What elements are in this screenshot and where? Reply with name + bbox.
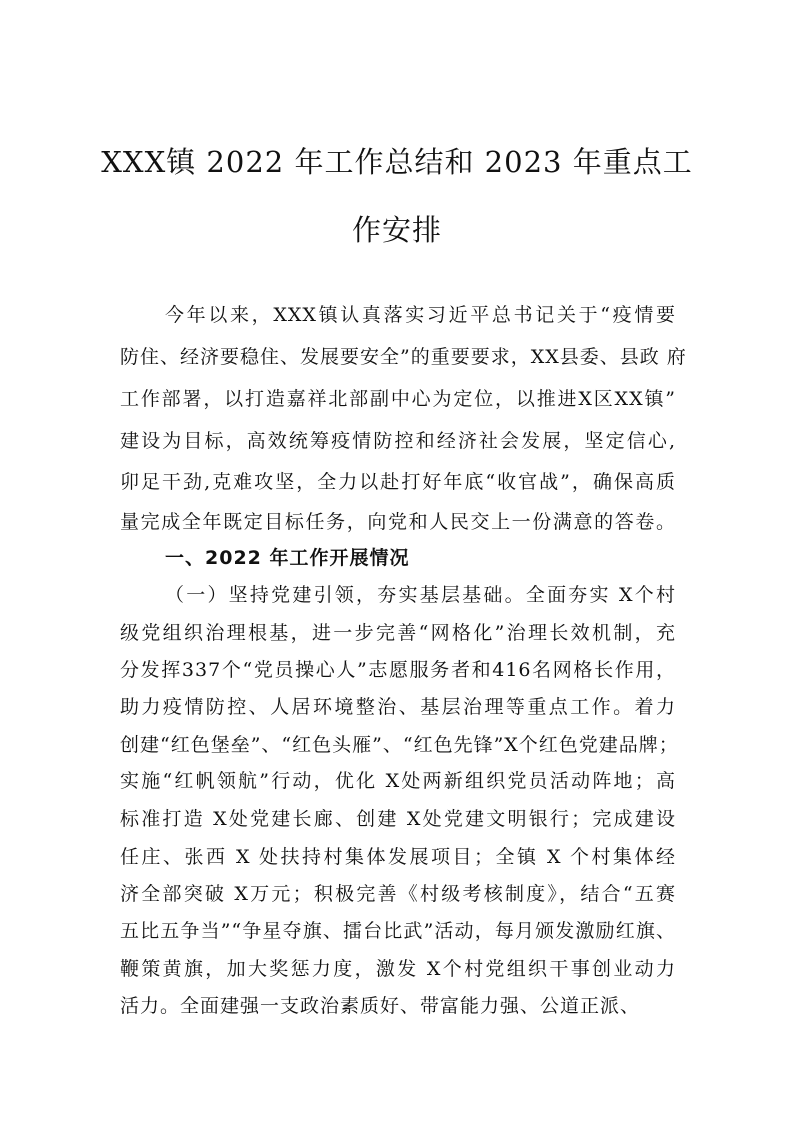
body-line: 助力疫情防控、人居环境整治、基层治理等重点工作。着力 (120, 696, 676, 718)
body-line: （一）坚持党建引领，夯实基层基础。全面夯实 X个村 (165, 584, 676, 606)
document-title-line-2: 作安排 (351, 213, 442, 247)
intro-line: 工作部署，以打造嘉祥北部副中心为定位，以推进X区XX镇” (120, 388, 676, 410)
body-line: 创建“红色堡垒”、“红色头雁”、“红色先锋”X个红色党建品牌； (120, 734, 679, 756)
intro-line: 建设为目标，高效统筹疫情防控和经济社会发展，坚定信心, (120, 430, 676, 452)
intro-line: 量完成全年既定目标任务，向党和人民交上一份满意的答卷。 (120, 511, 676, 533)
body-line: 级党组织治理根基，进一步完善“网格化”治理长效机制，充 (120, 622, 676, 644)
intro-line: 卯足干劲,克难攻坚，全力以赴打好年底“收官战”，确保高质 (120, 471, 676, 493)
body-line: 鞭策黄旗，加大奖惩力度，激发 X个村党组织干事创业动力 (120, 958, 676, 980)
body-line: 分发挥337个“党员操心人”志愿服务者和416名网格长作用， (120, 659, 676, 681)
body-line: 济全部突破 X万元；积极完善《村级考核制度》，结合“五赛 (120, 883, 676, 905)
document-title-line-1: XXX镇 2022 年工作总结和 2023 年重点工 (101, 145, 693, 179)
body-line: 实施“红帆领航”行动，优化 X处两新组织党员活动阵地；高 (120, 770, 676, 792)
intro-line: 防住、经济要稳住、发展要安全”的重要要求，XX县委、县政 府 (120, 346, 687, 368)
intro-line: 今年以来，XXX镇认真落实习近平总书记关于“疫情要 (165, 304, 676, 326)
body-line: 标准打造 X处党建长廊、创建 X处党建文明银行；完成建设 (120, 808, 676, 830)
body-line: 五比五争当”“争星夺旗、擂台比武”活动，每月颁发激励红旗、 (120, 920, 676, 942)
body-line: 活力。全面建强一支政治素质好、带富能力强、公道正派、 (120, 995, 641, 1017)
body-line: 任庄、张西 X 处扶持村集体发展项目；全镇 X 个村集体经 (120, 846, 676, 868)
section-heading: 一、2022 年工作开展情况 (165, 547, 410, 569)
